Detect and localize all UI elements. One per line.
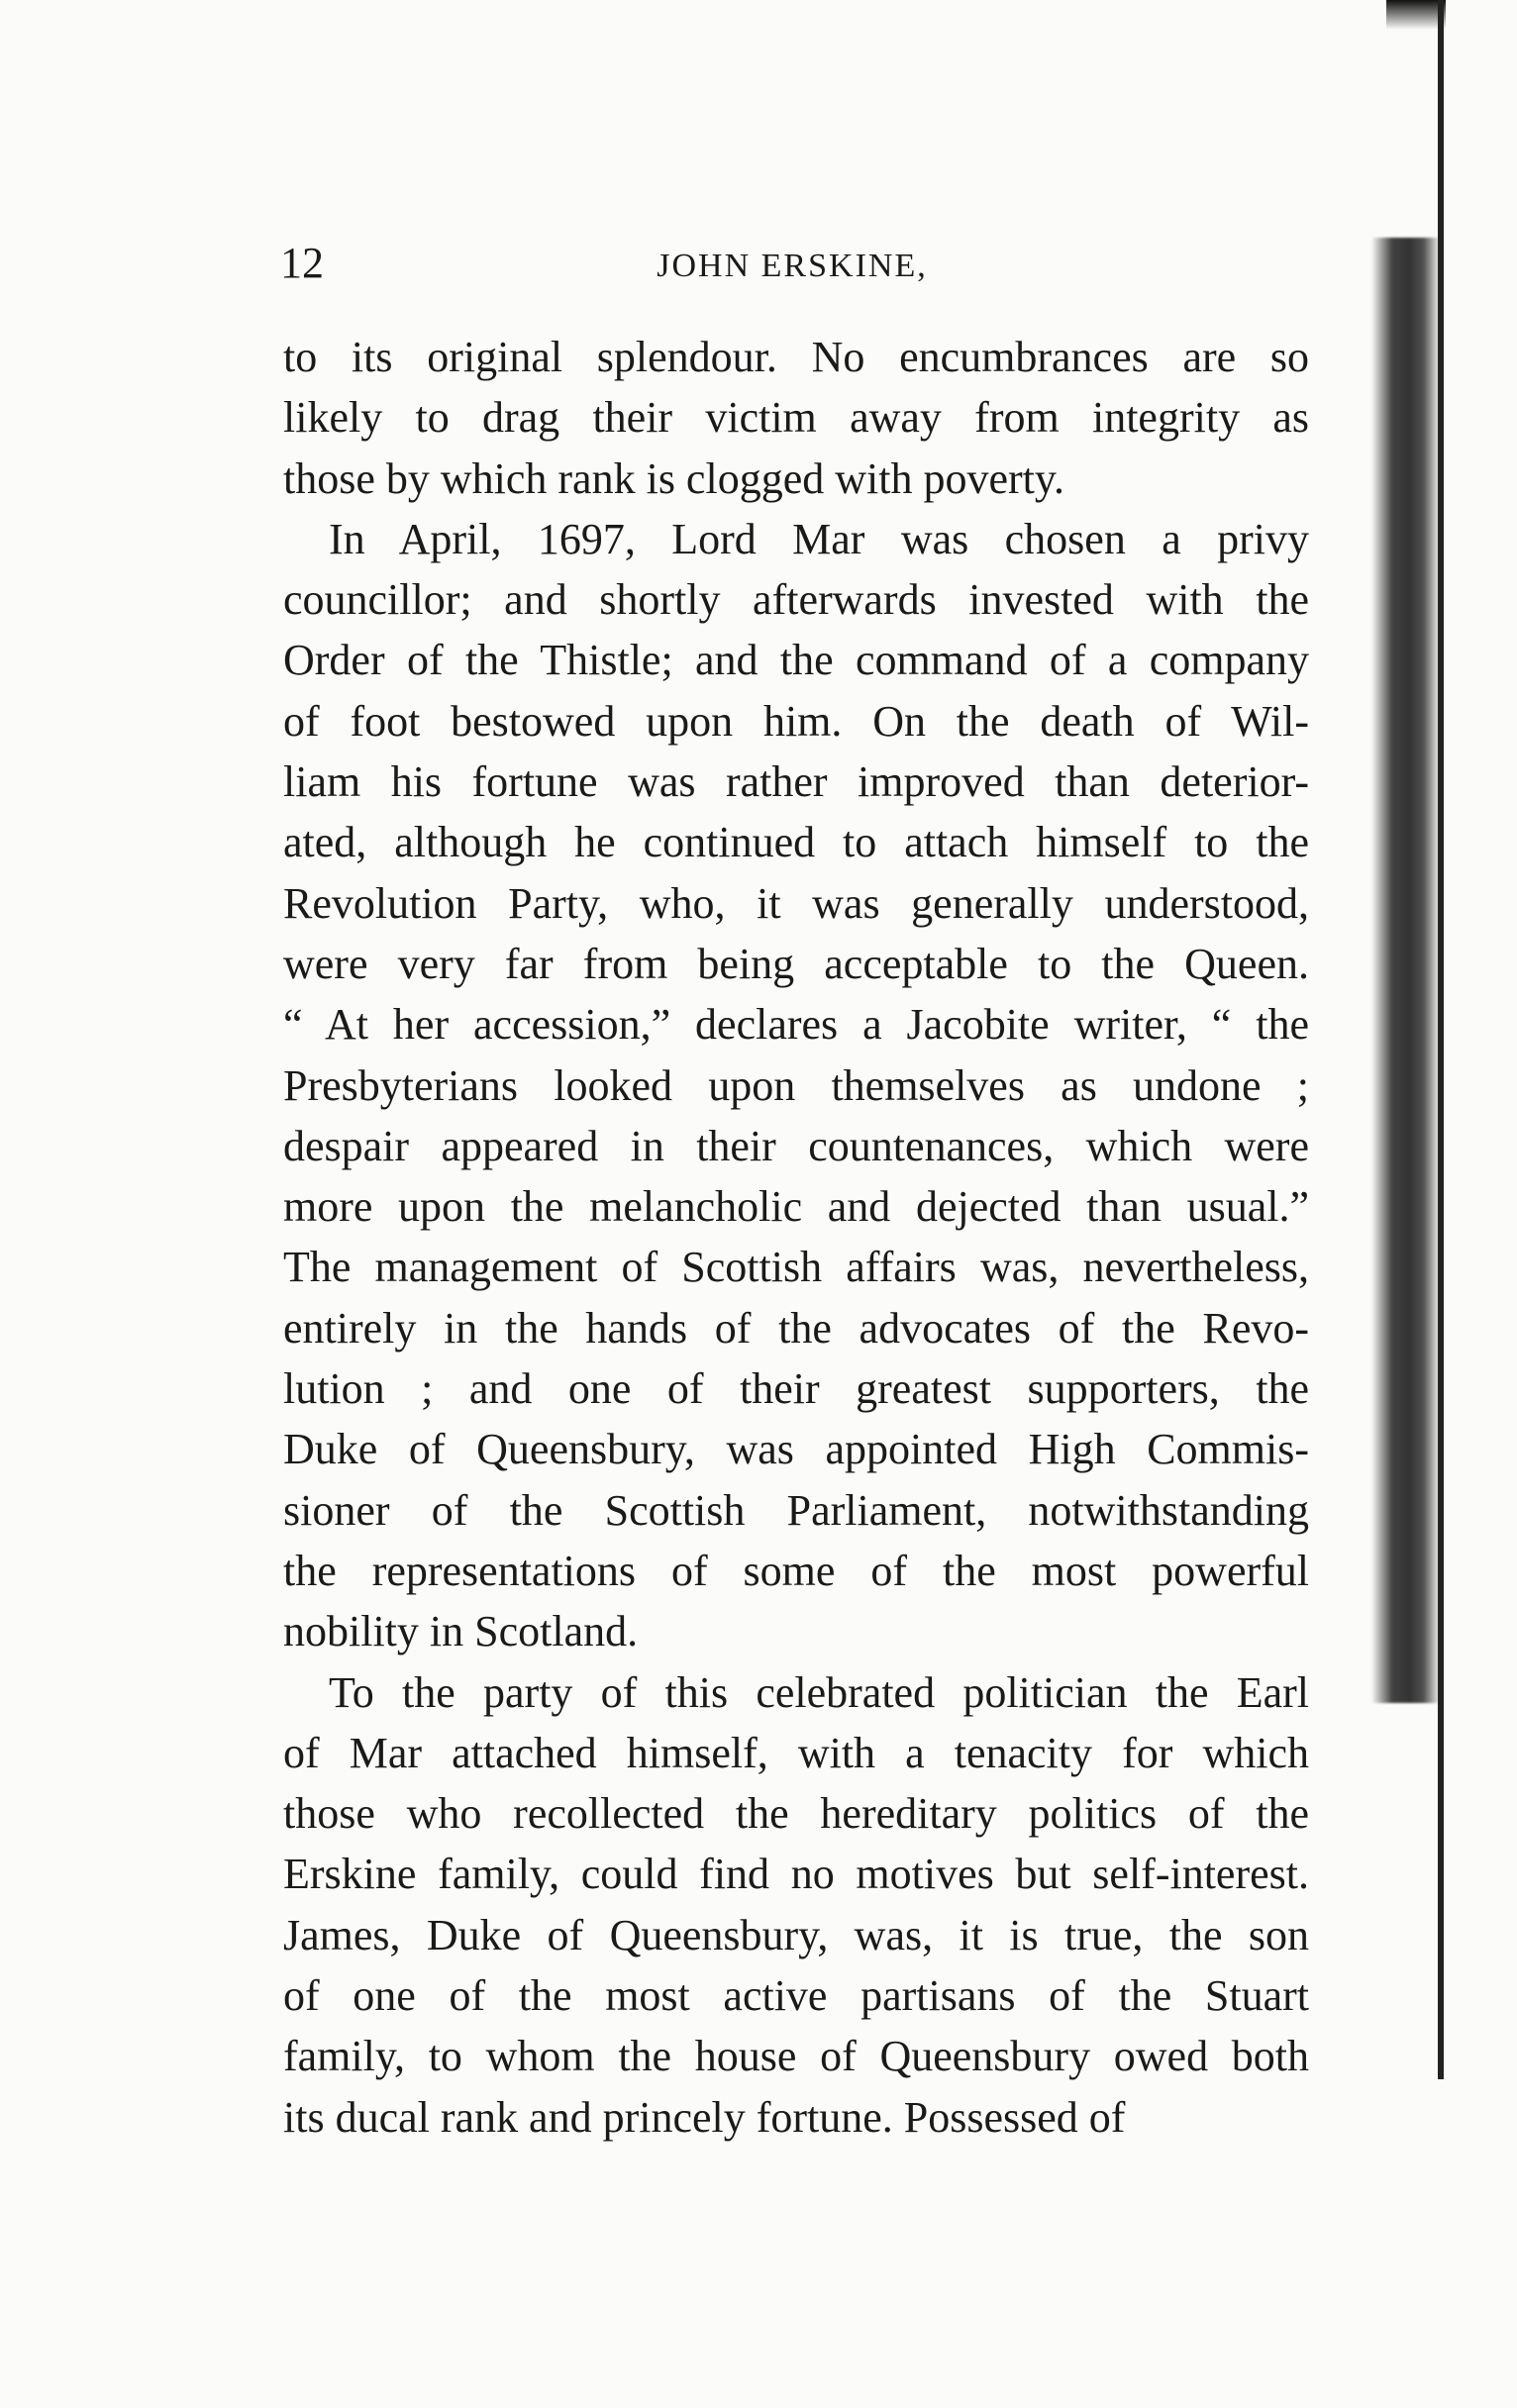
text-line: family, to whom the house of Queensbury owed both xyxy=(283,2032,1309,2081)
page-number: 12 xyxy=(280,239,324,287)
scan-edge-shadow-top xyxy=(1386,0,1446,30)
text-line: of Mar attached himself, with a tenacity for which xyxy=(283,1728,1309,1777)
running-head: JOHN ERSKINE, xyxy=(657,248,928,284)
text-line: Duke of Queensbury, was appointed High Commis- xyxy=(283,1425,1309,1474)
body-text xyxy=(283,327,1309,2148)
text-line: of one of the most active partisans of the Stuart xyxy=(283,1971,1309,2021)
text-line: to its original splendour. No encumbrances are so xyxy=(283,333,1309,381)
scan-edge-shadow xyxy=(1371,238,1441,1703)
text-line: Order of the Thistle; and the command of a company xyxy=(283,636,1309,685)
text-line: The management of Scottish affairs was, nevertheless, xyxy=(283,1243,1309,1292)
text-line: “ At her accession,” declares a Jacobite writer, “ the xyxy=(283,1000,1309,1050)
text-line: James, Duke of Queensbury, was, it is true, the son xyxy=(283,1910,1309,1959)
text-line: Presbyterians looked upon themselves as undone ; xyxy=(283,1060,1309,1110)
text-line: more upon the melancholic and dejected than usual.” xyxy=(283,1182,1309,1232)
text-line: those who recollected the hereditary politics of the xyxy=(283,1789,1309,1839)
text-line: lution ; and one of their greatest supporters, the xyxy=(283,1364,1309,1414)
paragraph xyxy=(283,327,1309,509)
text-line: of foot bestowed upon him. On the death of Wil- xyxy=(283,696,1309,746)
text-line: In April, 1697, Lord Mar was chosen a privy xyxy=(329,514,1309,563)
text-line: To the party of this celebrated politician the Earl xyxy=(329,1667,1309,1717)
text-line: were very far from being acceptable to the Queen. xyxy=(283,939,1309,988)
text-line: Revolution Party, who, it was generally understood, xyxy=(283,878,1309,928)
text-line: its ducal rank and princely fortune. Possessed of xyxy=(283,2092,1126,2142)
paragraph xyxy=(283,1662,1309,2148)
text-line: the representations of some of the most powerful xyxy=(283,1546,1309,1595)
text-line: Erskine family, could find no motives but self-interest. xyxy=(283,1850,1309,1899)
paragraph xyxy=(283,509,1309,1662)
text-line: those by which rank is clogged with poverty. xyxy=(283,453,1064,503)
text-line: ated, although he continued to attach himself to the xyxy=(283,818,1309,867)
text-line: despair appeared in their countenances, which were xyxy=(283,1121,1309,1170)
text-line: likely to drag their victim away from integrity as xyxy=(283,393,1309,443)
text-line: liam his fortune was rather improved than deterior- xyxy=(283,757,1309,807)
text-line: entirely in the hands of the advocates of the Revo- xyxy=(283,1303,1309,1353)
text-line: nobility in Scotland. xyxy=(283,1607,639,1656)
text-line: councillor; and shortly afterwards invested with the xyxy=(283,575,1309,625)
text-line: sioner of the Scottish Parliament, notwithstanding xyxy=(283,1485,1309,1535)
